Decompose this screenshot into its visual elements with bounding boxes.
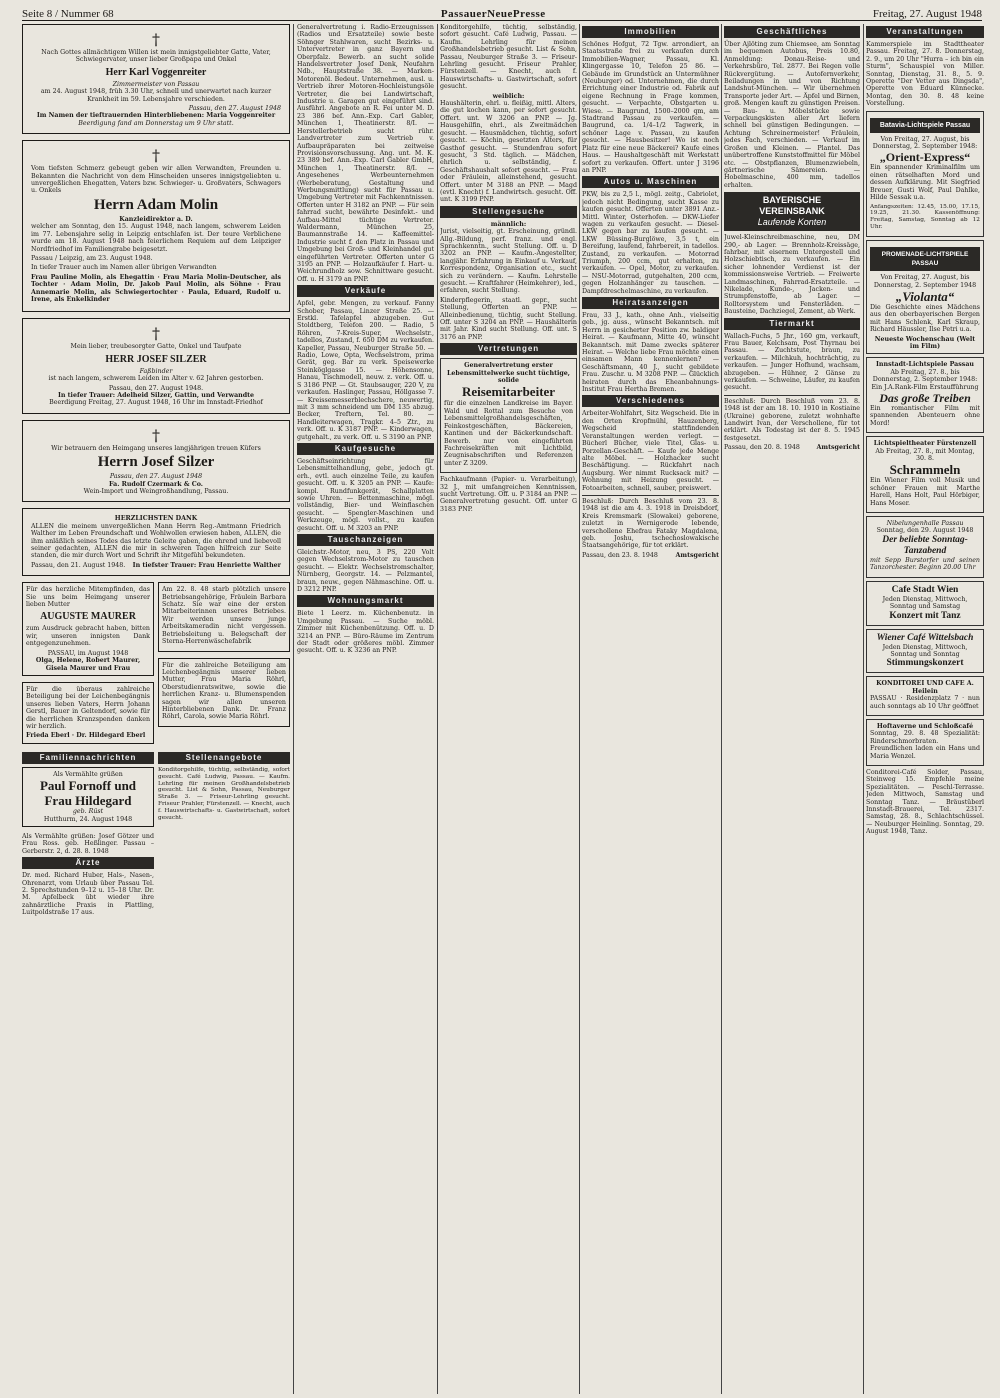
cinema-name: Innstadt-Lichtspiele Passau <box>875 361 975 369</box>
section-header: Wohnungsmarkt <box>297 595 434 607</box>
ads-job-wanted-2: Kinderpflegerin, staatl. gepr., sucht Stellung, Offerten an PNP. — Alleinbedienung, tüchtig, sucht Stellung. Off. unter S 3204 an PNP. — Haushälterin mit Jahr. Kind sucht Stellung. Off. unt. S 3176 an PNP. <box>440 296 577 341</box>
thanks-left <box>22 582 154 750</box>
obituary-name: HERR JOSEF SILZER <box>105 353 207 365</box>
bank-line: BAYERISCHE <box>762 195 822 206</box>
column-rule <box>721 24 722 1394</box>
ad-promenade <box>866 240 984 354</box>
venue-date: Jeden Dienstag, Mittwoch, Sonntag und Sonntag <box>882 643 968 658</box>
column-4 <box>582 24 719 1394</box>
cinema-name: Lichtspieltheater Fürstenzell <box>873 440 977 448</box>
wedding-name: Frau Hildegard <box>44 793 132 809</box>
section-header: Immobilien <box>582 26 719 38</box>
film-title: Schrammeln <box>889 462 961 478</box>
section-header: Heiratsanzeigen <box>582 297 719 309</box>
ads-vehicles: PKW, bis zu 2,5 l., mögl. zeitg., Cabriolet, jedoch nicht Bedingung, sucht Kasse zu kaufen gesucht. Offerten unter 3891 Anz.-Mittl. Winter, Osterhofen. — DKW-Liefer wagen zu verkaufen gesucht. — Diesel-LKW gegen bar zu kaufen gesucht. — LKW Büssing-Burglöwe, 3,5 t, ein Bereifung, laufend, fahrbereit, in tadellos. Zustand, zu verkaufen. — Motorrad Triumph, 200 ccm, gut erhalten, zu verkaufen. — Opel, Motor, zu verkaufen. — NSU-Motorrad, gutgehalten, 200 ccm, gegen Holzanhänger zu tauschen. — Dampfdreschelmaschine, zu verkaufen. <box>582 191 719 295</box>
section-header: Kaufgesuche <box>297 443 434 455</box>
column-events <box>866 24 984 1394</box>
film-title: „Violanta“ <box>895 288 955 304</box>
venue-desc: Sonntag, 29. 8. 48 Spezialität: Rinderschmorbraten. Freundlichen laden ein Hans und Maria Wenzel. <box>870 730 980 760</box>
cinema-dates: Ab Freitag, 27. 8., bis Donnerstag, 2. September 1948: Ein J.A.Rank-Film Erstaufführung <box>871 368 979 391</box>
event-title: Konzert mit Tanz <box>889 610 961 621</box>
cross-icon: † <box>152 425 160 445</box>
thanks-name: AUGUSTE MAURER <box>40 611 136 623</box>
court-text: Beschluß: Durch Beschluß vom 23. 8. 1948 ist die am 4. 3. 1918 in Dreisbdorf, Kreis Kremsmark (Slowakei) geborene, zuletzt in Wernigerode lebende, verschollene Ehefrau Fataky Magdalena, geb. Joshu, tschechoslowakische Staatsangehörige, für tot erklärt. <box>582 497 719 550</box>
section-header: Verschiedenes <box>582 395 719 407</box>
notice-text: Am 22. 8. 48 starb plötzlich unsere Betriebsangehörige, Fräulein Barbara Schatz. Sie war eine der ersten Mitarbeiterinnen unseres Betriebes. Wir werden unsere junge Arbeitskameradin nicht vergessen. Betriebsleitung u. Belegschaft der Sterna-Herrenwäschefabrik <box>162 586 286 646</box>
venue-name: Hoftaverne und Schloßcafé <box>876 722 974 730</box>
section-header: Stellenangebote <box>158 752 290 764</box>
obituary-name: Herrn Josef Silzer <box>97 454 215 471</box>
ad-innstadt <box>866 357 984 433</box>
obituary-burial: Beerdigung fand am Donnerstag um 9 Uhr statt. <box>78 119 234 127</box>
thanks-text: Für das herzliche Mitempfinden, das Sie uns beim Heimgang unserer lieben Mutter <box>26 586 150 609</box>
venue-date: Sonntag, den 29. August 1948 <box>876 527 974 535</box>
obituary-place: Passau, den 27. August 1948. <box>108 384 204 392</box>
obituary-intro: Vom tiefsten Schmerz gebeugt geben wir allen Verwandten, Freunden u. Bekannten die Nachricht von dem Hinscheiden unseres innigstgeliebten u. unvergeßlichen Ehegatten, Vaters bzw. Schwieger- u. Großvaters, Schwagers u. Onkels <box>31 165 281 195</box>
ad-wittelsbach <box>866 629 984 674</box>
notice-schatz <box>158 582 290 651</box>
court-notice <box>582 495 719 559</box>
event-title: Der beliebte Sonntag-Tanzabend <box>882 534 968 556</box>
venue-date: Jeden Dienstag, Mittwoch, Sonntag und Samstag <box>882 595 968 611</box>
film-desc: Ein romantischer Film mit spannenden Abenteuern ohne Mord! <box>870 405 980 427</box>
column-rule <box>293 24 294 1394</box>
firm-name: Fa. Rudolf Czermark & Co. <box>109 480 203 488</box>
subhead: männlich: <box>490 220 527 228</box>
obituary-sign: In tiefer Trauer auch im Namen aller übrigen Verwandten <box>31 264 217 272</box>
obituary-name: Herrn Adam Molin <box>93 196 219 213</box>
obituary-title: Zimmermeister von Passau <box>112 80 200 88</box>
cinema-dates: Von Freitag, 27. August, bis Donnerstag, 2. September 1948: <box>872 135 978 151</box>
thanks-roehrl <box>158 658 290 727</box>
court-name: Amtsgericht <box>675 551 719 559</box>
cross-icon: † <box>152 30 160 49</box>
ads-business: Über Ajlöting zum Chiemsee, am Sonntag im bequemen Autobus, Preis 10.80, Anmeldung: Donau-Reise- und Verkehrsbüro, Tel. 2877. Bei Regen volle Rückvergütung. — Autofernverkehr, Beiladungen in und von Richtung Landshut-München. — Wir übernehmen Transporte jeder Art. — Äpfel und Birnen, groß. Mengen kauft zu günstigen Preisen. — Bau- u. Möbelstücke sowie Verpackungskisten aller Art liefern schnell bei günstigen Bedingungen. — Achtung Schreinermeister! Fräulein, jedes Fach, verschieden. — Verkauf im Großen und Kleinen. — Plantel. Das unübertroffene Kunststoffmittel für Möbel etc. — Obstpflanzen, Blumenzwiebeln, gärtnerische Sämereien. — Hobelmaschine, 400 mm, tadellos erhalten. <box>724 41 860 189</box>
ad-cafe-wien <box>866 581 984 626</box>
obituary-silzer-firm <box>22 420 290 503</box>
court-name: Amtsgericht <box>816 444 860 452</box>
thanks-row <box>22 582 290 750</box>
thanks-eberl <box>22 682 154 744</box>
thanks-text: ALLEN die meinem unvergeßlichen Mann Herrn Reg.-Amtmann Friedrich Walther im Leben Freundschaft und Wohlwollen erwiesen haben, ALLEN, die ihm anläßlich seines Todes das letzte Geleite gaben, die ehrend und liebevoll seiner gedachten, ALLEN die mir in schweren Tagen hilfreich zur Seite standen, die mir durch Wort und Schrift ihr Mitgefühl bekundeten. <box>31 522 281 560</box>
obituary-family: Frau Pauline Molin, als Ehegattin · Frau Maria Molin-Deutscher, als Tochter · Adam Molin, Dr. Jakob Paul Molin, als Söhne · Frau Annemarie Molin, als Schwiegertochter · Paula, Eduard, Rudolf u. Irene, als Enkelkinder <box>31 273 281 303</box>
thanks-right <box>158 582 290 750</box>
ad-nibelungenhalle <box>866 516 984 578</box>
venue-name: Nibelungenhalle Passau <box>886 520 964 528</box>
doctors-text: Dr. med. Richard Huber, Hals-, Nasen-, Ohrenarzt, vom Urlaub über Passau Tel. 2. Sprechstunden 9–12 u. 15–18 Uhr. Dr. M. Apfelbeck übt wieder ihre zahnärztliche Praxis in Plattling, Luitpoldstraße 17 aus. <box>22 872 154 917</box>
obituary-text: am 24. August 1948, früh 3.30 Uhr, schnell und unerwartet nach kurzer Krankheit im 59. Lebensjahre verschieden. <box>40 88 272 103</box>
job-text: Konditorgehilfe, tüchtig, selbständig, sofort gesucht. Café Ludwig, Passau. — Kaufm. Lehrling für meinen Großhandelsbetrieb gesucht. List & Sohn, Passau, Neuburger Straße 3. — Friseur-Lehrling gesucht. Friseur Prahler, Fürstenzell. — Knecht, auch f. Hauswirtschafts- u. Gastwirtschaft, sofort gesucht. <box>158 766 290 822</box>
ads-misc: Arbeiter-Wohlfahrt, Sitz Wegscheid. Die in den Orten Kropfmühl, Hauzenberg, Wegscheid stattfindenden Veranstaltungen werden verlegt. — Bücherl Bücher, viele Titel, Glas- u. Porzellan-Geschäft. — Kaufe jede Menge alte Möbel. — Holzhacker sucht Beschäftigung. — Rückfahrt nach Augsburg. Wer nimmt Rucksack mit? — Wohnung mit Heizung gesucht. — Fotoarbeiten, schnell, sauber, preiswert. <box>582 410 719 492</box>
cross-icon: † <box>152 146 160 166</box>
cinema-dates: Von Freitag, 27. August, bis Donnerstag, 2. September 1948 <box>873 274 977 289</box>
page-number: Seite 8 / Nummer 68 <box>22 7 114 20</box>
section-header: Geschäftliches <box>724 26 860 38</box>
page-header <box>22 2 982 21</box>
ad-fuerstenzell <box>866 436 984 513</box>
column-5 <box>724 24 860 1394</box>
ads-business-2: Juwel-Kleinschreibmaschine, neu, DM 290,- ab Lager. — Brennholz-Kreissäge, fahrbar, mit eisernem Untergestell und Holzschiebtisch, zu verkaufen. — Ein sicher lohnender Verdienst ist der kommissionsweise Vertrieb. — Freiwerte Landmaschinen, Fahrrad-Ersatzteile. — Nikelade, Kunde-, Jacken- und Strumpfenstoffe, ab Lager. — Rolltorsystem und Fensterläden. — Bausteine, Dachziegel, Zement, ab Werk. <box>724 234 860 316</box>
obituary-intro: Wir betrauern den Heimgang unseres langjährigen treuen Küfers <box>51 444 261 452</box>
obituary-place: Passau, den 27. August 1948 <box>188 105 281 113</box>
ad-reisemitarbeiter <box>440 358 577 473</box>
section-header: Ärzte <box>22 857 154 869</box>
venue-name: KONDITOREI UND CAFE A. Heilein <box>876 680 974 695</box>
section-header: Autos u. Maschinen <box>582 176 719 188</box>
thanks-maurer <box>22 582 154 676</box>
masthead: PassauerNeuePresse <box>440 7 546 20</box>
film-desc: Die Geschichte eines Mädchens aus den oberbayerischen Bergen mit Hans Schlenk, Karl Skraup, Richard Häussler, Ilse Petri u.a. <box>870 303 980 334</box>
wedding-name: Paul Fornoff und <box>39 778 137 794</box>
ads-marriage: Frau, 33 J., kath., ohne Anh., vielseitig geb., jg. auss., wünscht Bekanntsch. mit Herrn in gesicherter Position zw. baldiger Heirat. — Kaufmann, Mitte 40, wünscht Bekanntsch. mit Dame zwecks späterer Heirat. — Welche liebe Frau möchte einen einsamen Mann kennenlernen? — Geschäftsmann, 40 J., sucht gebildete Frau. Zuschr. u. M 3208 PNP. — Glücklich heiraten durch das Eheanbahnungs-Institut Frau Hertha Bremen. <box>582 312 719 394</box>
thanks-text2: zum Ausdruck gebracht haben, bitten wir, unseren innigsten Dank entgegenzunehmen. <box>26 625 150 648</box>
cinema-name: Batavia-Lichtspiele Passau <box>870 118 980 133</box>
ads-wanted: Geschäftseinrichtung für Lebensmittelhandlung, gebr., jedoch gt. erh., evtl. auch einzelne Teile, zu kaufen gesucht. Off. u. K 3205 an PNP. — Kaufe: kompl. Rundfunkgerät, Schallplatten sowie Uhren. — Bettenmaschine, mögl. vollständig, Bier- und Weinflaschen gesucht. — Spengler-Maschinen und Werkzeuge, mögl. vollst., zu kaufen gesucht. Off. u. M 3203 an PNP. <box>297 457 434 532</box>
court-place: Passau, den 23. 8. 1948 <box>582 551 658 559</box>
column-obituaries <box>22 24 290 1394</box>
thanks-title: HERZLICHSTEN DANK <box>114 515 198 523</box>
wedding-ad <box>22 767 154 827</box>
bank-line: Laufende Konten <box>757 217 827 228</box>
ad-head: Generalvertretung erster Lebensmittelwerke sucht tüchtige, solide <box>447 362 570 385</box>
bank-line: VEREINSBANK <box>759 206 825 217</box>
newsreel: Neueste Wochenschau (Welt im Film) <box>874 335 976 350</box>
ads-representation: Fachkaufmann (Papier- u. Verarbeitung), 32 J., mit umfangreichen Kenntnissen, sucht Vertretung. Off. u. P 3184 an PNP. — Generalvertretung gesucht. Off. unter G 3183 PNP. <box>440 476 577 513</box>
ad-batavia <box>866 111 984 237</box>
wedding-ad-2: Als Vermählte grüßen: Josef Götzer und Frau Ross. geb. Heßlinger. Passau – Gerberstr. 2, d. 28. 8. 1948 <box>22 832 154 855</box>
ads-exchange: Gleichstr.-Motor, neu, 3 PS, 220 Volt gegen Wechselstrom-Motor zu tauschen gesucht. — Elektr. Wechselstromschalter, Nürnberg, Georgstr. 14. — Pelzmantel, braun, neuw., gegen Nähmaschine. Off. u. D 3212 PNP. <box>297 549 434 594</box>
court-notice <box>724 395 860 452</box>
section-header: Tauschanzeigen <box>297 534 434 546</box>
obituary-place: Passau / Leipzig, am 23. August 1948. <box>31 254 153 262</box>
obituary-text: ist nach langem, schwerem Leiden im Alter v. 62 Jahren gestorben. <box>48 375 264 383</box>
thanks-sign: Olga, Helene, Robert Maurer, Gisela Maurer und Frau <box>35 657 141 672</box>
job-offers <box>158 750 290 919</box>
thanks-text: Für die überaus zahlreiche Beteiligung bei der Leichenbegängnis unseres lieben Vaters, Herrn Johann Gerstl, Bauer in Geltendorf, sowie für die herrlichen Kranzspenden danken wir herzlich. <box>26 685 150 730</box>
obituary-molin <box>22 140 290 312</box>
obituary-intro: Nach Gottes allmächtigem Willen ist mein innigstgeliebter Gatte, Vater, Schwiegervater, unser lieber Großpapa und Onkel <box>41 49 271 64</box>
obituary-burial: Beerdigung Freitag, 27. August 1948, 16 Uhr im Innstadt-Friedhof <box>49 399 263 407</box>
thanks-sign: In tiefster Trauer: Frau Henriette Walther <box>132 561 281 569</box>
obituary-sign: Im Namen der tieftrauernden Hinterbliebenen: Maria Voggenreiter <box>36 112 276 120</box>
bottom-row <box>22 750 290 919</box>
section-header: Veranstaltungen <box>866 26 984 38</box>
ad-text: für die einzelnen Landkreise im Bayer. Wald und Rottal zum Besuche von Lebensmittelgroßhandelsgeschäften, Feinkostgeschäften, Bäckereien, Kantinen und der Bäckerkundschaft. Bewerb. nur von eingeführten Fachreisekräften mit Lichtbild, Zeugnisabschriften und Referenzen unter Z 3209. <box>444 400 573 467</box>
cross-icon: † <box>152 324 160 344</box>
court-text: Beschluß: Durch Beschluß vom 23. 8. 1948 ist der am 18. 10. 1910 in Kostiaine (Ukraine) geborene, zuletzt wohnhafte Landwirt Ivan, der Verschollene, für tot erklärt. Als Todestag ist der 8. 5. 1945 festgesetzt. <box>724 397 860 442</box>
thanks-place: Passau, den 21. August 1948. <box>31 561 126 569</box>
ad-heilein <box>866 676 984 716</box>
thanks-place: PASSAU, im August 1948 <box>47 649 129 657</box>
cinema-dates: Ab Freitag, 27. 8., mit Montag, 30. 8. <box>875 447 975 463</box>
obituary-title: Kanzleidirektor a. D. <box>119 215 193 223</box>
film-title: Das große Treiben <box>879 391 971 405</box>
court-place: Passau, den 20. 8. 1948 <box>724 444 800 452</box>
event-desc: mit Sepp Burstorfer und seinen Tanzorchester. Beginn 20.00 Uhr <box>870 556 980 572</box>
bank-ad <box>724 192 860 231</box>
obituary-place: Passau, den 27. August 1948 <box>109 473 203 481</box>
subhead: weiblich: <box>492 92 525 100</box>
column-rule <box>437 24 438 1394</box>
ads-animals: Wallach-Fuchs, 5 Jhr., 160 gm, verkauft, Frau Bauer, Kelchsam, Post Thyrnau bei Passau. — Zuchtstute, braun, zu verkaufen. — Milchkuh, hochträchtig, zu verkaufen. — Junger Hofhund, wachsam, abzugeben. — Hühner, 2 Gänse zu verkaufen. — Schweine, Läufer, zu kaufen gesucht. <box>724 332 860 392</box>
cinema-name: PROMENADE-LICHTSPIELE PASSAU <box>870 247 980 271</box>
thanks-walther <box>22 508 290 576</box>
column-2 <box>297 24 434 1394</box>
family-news <box>22 750 154 919</box>
section-header: Stellengesuche <box>440 206 577 218</box>
obituary-sign: In tiefer Trauer: Adelheid Silzer, Gattin, und Verwandte <box>57 391 255 399</box>
obituary-intro: Mein lieber, treubesorgter Gatte, Onkel und Taufpate <box>70 343 242 351</box>
wedding-sub: geb. Rüst <box>72 808 104 816</box>
ads-real-estate: Schönes Hofgut, 72 Tgw. arrondiert, an Staatsstraße frei zu verkaufen durch Immobilien-Wagner, Passau, Kl. Klingergasse 10, Telefon 25 86. — Gebäude im Grundstück an Untermühner (Neuburger) od. Unternehmen, die durch Errichtung einer Industrie od. Fabrik auf eigene Rechnung in Frage kommen, gesucht. — Verpachte, Obstgarten u. Wiese. — Baugrund, 1500–2000 qm, am Stadtrand Passau zu verkaufen. — Baugrund, ca. 1/4–1/2 Tagwerk, in schöner Lage v. Passau, zu kaufen gesucht. — Hausbesitzer! Wo ist noch Platz für eine neue Bäckerei? Kaufe eines Haus. — Haushaltgeschäft mit Werkstatt sofort zu verkaufen. Offert. unter J 3196 an PNP. <box>582 41 719 174</box>
ads-housing: Biete 1 Leerz. m. Küchenbenutz. in Umgebung Passau. — Suche möbl. Zimmer mit Küchenbenützung. Off. u. D 3214 an PNP. — Büro-Räume im Zentrum der Stadt oder größeres möbl. Zimmer gesucht. Off. u. K 3236 an PNP. <box>297 610 434 655</box>
film-desc: Ein Wiener Film voll Musik und schöner Frauen mit Marthe Harell, Hans Holt, Paul Hörbiger, Hans Moser. <box>870 477 980 507</box>
column-rule <box>579 24 580 1394</box>
firm-desc: Wein-Import und Weingroßhandlung, Passau. <box>83 488 229 495</box>
column-rule <box>863 24 864 1394</box>
film-desc: Ein spannender Kriminalfilm um einen rätselhaften Mord und dessen Aufklärung. Mit Siegfried Breuer, Gusti Wolf, Paul Dahlke, Hilde Sessak u.a. <box>870 164 980 202</box>
ads-jobs-top: Konditorgehilfe, tüchtig, selbständig, sofort gesucht. Café Ludwig, Passau. — Kaufm. Lehrling für meinen Großhandelsbetrieb gesucht. List & Sohn, Passau, Neuburger Straße 3. — Friseur-Lehrling gesucht. Friseur Prahler, Fürstenzell. — Knecht, auch f. Hauswirtschafts- u. Gastwirtschaft, sofort gesucht. <box>440 24 577 91</box>
issue-date: Freitag, 27. August 1948 <box>872 7 982 20</box>
wedding-place: Hutthurm, 24. August 1948 <box>43 815 133 823</box>
wedding-line: Als Vermählte grüßen <box>53 770 123 778</box>
film-times: Anfangszeiten: 12.45, 15.00, 17.15, 19.25, 21.30. Kassenöffnung: Freitag, Samstag, Sonntag ab 12 Uhr. <box>870 203 980 231</box>
ads-sales: Apfel, gebr. Mengen, zu verkauf. Fanny Schober, Passau, Linzer Straße 25. — Erstkl. Tafelapfel abzugeben. Gut Stoldtberg, Telefon 200. — Radio, 5 Röhren, 7-Kreis-Super, Wechselstr., tadellos, Zustand, f. 650 DM zu verkaufen. Kapeller, Passau, Neuburger Straße 50. — Radio, Lowe, Opta, Wechselstrom, prima Gerät, geg. Bar zu verk. Speisewerke Steinköglgasse 15. — Höhensonne, Hanau, Tischmodell, neuw. z. verk. Off. u. S 3186 PNP. — Gt. Staubsauger, 220 V, zu verkaufen. Haslinger, Passau, Höllgasse 7. — Kreissemesserblechschere, neuwertig, mit 3 mm schneidend um DM 135 abzug. Becker, Treftern, Tel. 80. — Handleiterwagen, Tragkr. 4–5 Ztr., zu verk. Off. u. K 3187 PNP. — Kinderwagen, gutgehalt., zu verk. Off. u. S 3190 an PNP. <box>297 300 434 441</box>
section-header: Tiermarkt <box>724 318 860 330</box>
obituary-title: Faßbinder <box>139 367 173 375</box>
ads-jobs-female: Haushälterin, ehrl. u. fleißig, mittl. Alters, die gut kochen kann, per sofort gesucht. Offert. unt. W 3206 an PNP. — Jg. Hausgehilfin, ehrl., als Zweitmädchen gesucht. — Hausmädchen, tüchtig, sofort gesucht. — Köchin, gesetzten Alters, für Gasthof gesucht. — Stundenfrau sofort gesucht, 3 Std. täglich. — Mädchen, ehrlich u. selbständig, f. Geschäftshaushalt sofort gesucht. — Frau oder Fräulein, alleinstehend, gesucht. Offert. unter M 3188 an PNP. — Magd (evtl. Knecht) f. Landwirtsch. gesucht. Off. unt. K 3199 PNP. <box>440 100 577 204</box>
event-theatre: Kammerspiele im Stadttheater Passau. Freitag, 27. 8. Donnerstag, 2. 9., um 20 Uhr "Hurra – ich bin ein Sturm", Schauspiel von Miller. Sonntag, Dienstag, 31. 8., 5. 9. Operette "Der Vetter aus Dingsda", Operette von Eduard Künnecke. Montag, den 30. 8. 48 keine Vorstellung. <box>866 41 984 108</box>
section-header: Verkäufe <box>297 285 434 297</box>
ads-job-wanted: Jurist, vielseitig, gt. Erscheinung, gründl. Allg.-Bildung, perf. franz. und engl. Sprachkenntn., sucht Stellung. Off. u. D 3202 an PNP. — Kaufm.-Angestellter, langjähr. Erfahrung in Einkauf u. Verkauf, Korrespondenz, Organisation etc., sucht sich zu verändern. — Kaufm. Lehrstelle gesucht. — Kraftfahrer (Heimkehrer), led., erfahren, sucht Stellung. <box>440 228 577 295</box>
venue-name: Wiener Café Wittelsbach <box>876 632 974 643</box>
obituary-text: welcher am Sonntag, den 15. August 1948, nach langem, schwerem Leiden im 77. Lebensjahre selig in Leipzig entschlafen ist. Der teure Verblichene wurde am 18. August 1948 nach feierlichem Requiem auf dem Leipziger Nordfriedhof im Familiengrabe beigesetzt. <box>31 223 281 253</box>
ad-title: Reisemitarbeiter <box>461 384 556 400</box>
venue-name: Cafe Stadt Wien <box>891 584 959 595</box>
obituary-voggenreiter <box>22 24 290 134</box>
obituary-silzer <box>22 318 290 413</box>
events-misc: Conditorei-Café Solder, Passau, Steinweg 15. Empfehle meine Spezialitäten. — Peschl-Terrasse. Jeden Mittwoch, Samstag und Sonntag Tanz. — Bräustüberl Innstadt-Brauerei, Tel. 2317. Samstag, 28. 8., Schlachtschüssel. — Neuburger Heinling. Sonntag, 29. August 1948, Tanz. <box>866 768 984 836</box>
column-3 <box>440 24 577 1394</box>
venue-desc: PASSAU · Residenzplatz 7 · nun auch sonntags ab 10 Uhr geöffnet <box>870 695 980 710</box>
thanks-sign: Frieda Eberl · Dr. Hildegard Eberl <box>26 732 146 740</box>
obituary-name: Herr Karl Voggenreiter <box>105 66 207 78</box>
event-title: Stimmungskonzert <box>886 658 964 669</box>
ad-hoftaverne <box>866 719 984 766</box>
section-header: Familiennachrichten <box>22 752 154 764</box>
section-header: Vertretungen <box>440 343 577 355</box>
ads-representatives: Generalvertretung i. Radio-Erzeugnissen (Radios und Ersatzteile) sowie beste Söhnger Stahlwaren, sucht Bezirks- u. Untervertreter in ganz Bayern und Oberpfalz. Bewerb. an sucht solide Handelsvertreter Josef Denk, Neufahrn Ndb., Hauptstraße 38. — Marken-Motorenöl. Bedeut. Unternehmen, ausl. u. Vertrieb ihrer Motoren-Hochleistungsöle Vertreter, die bei Landwirtschaft, Industrie u. Garagen gut eingeführt sind. Ausführl. Angebote an R. Fei unter M. D. 23 386 bef. Ann.-Exp. Carl Gabler, München 1, Theatinerstr. 8/I. — Herstellerbetrieb sucht rühr. Landvertreter zum Vertrieb v. Aufbaupräparaten bei zeitweise Provisionsvorschussung. Ang. unt. M. K. 23 389 bef. Ann.-Exp. Carl Gabler GmbH, München 1, Theatinerstr. 8/I. — Angesehenes Werbeunternehmen (Werbeberatung, Gestaltung und Werbungsmittlung) sucht für Passau u. Umgebung Vertreter mit Fachkenntnissen. Offerten unter H 3182 an PNP. — Für sein fahrrad sucht, bewährte Desinfekt.- und Aufbau-Mittel tüchtige Vertreter. Waldermann, München 25, Baumannstraße 14. — Kaffeemittel-Industrie sucht f. den Platz in Passau und Umgebung bei Groß- und Kleinhandel gut eingeführten Vertreter. Offerten unter G 3195 an PNP. — Holzaufkäufer f. Hart- u. Weichrundholz sow. Schnittware gesucht. Off. u. H 3179 an PNP. <box>297 24 434 283</box>
thanks-text: Für die zahlreiche Beteiligung am Leichenbegängnis unserer lieben Mutter, Frau Maria Röhrl, Oberstudienratswitwe, sowie die herrlichen Kranz- u. Blumenspenden sagen wir allen unseren Hinterbliebenen Dank. Dr. Franz Röhrl, Carola, sowie Maria Röhrl. <box>162 661 286 721</box>
film-title: „Orient-Express“ <box>879 150 971 165</box>
